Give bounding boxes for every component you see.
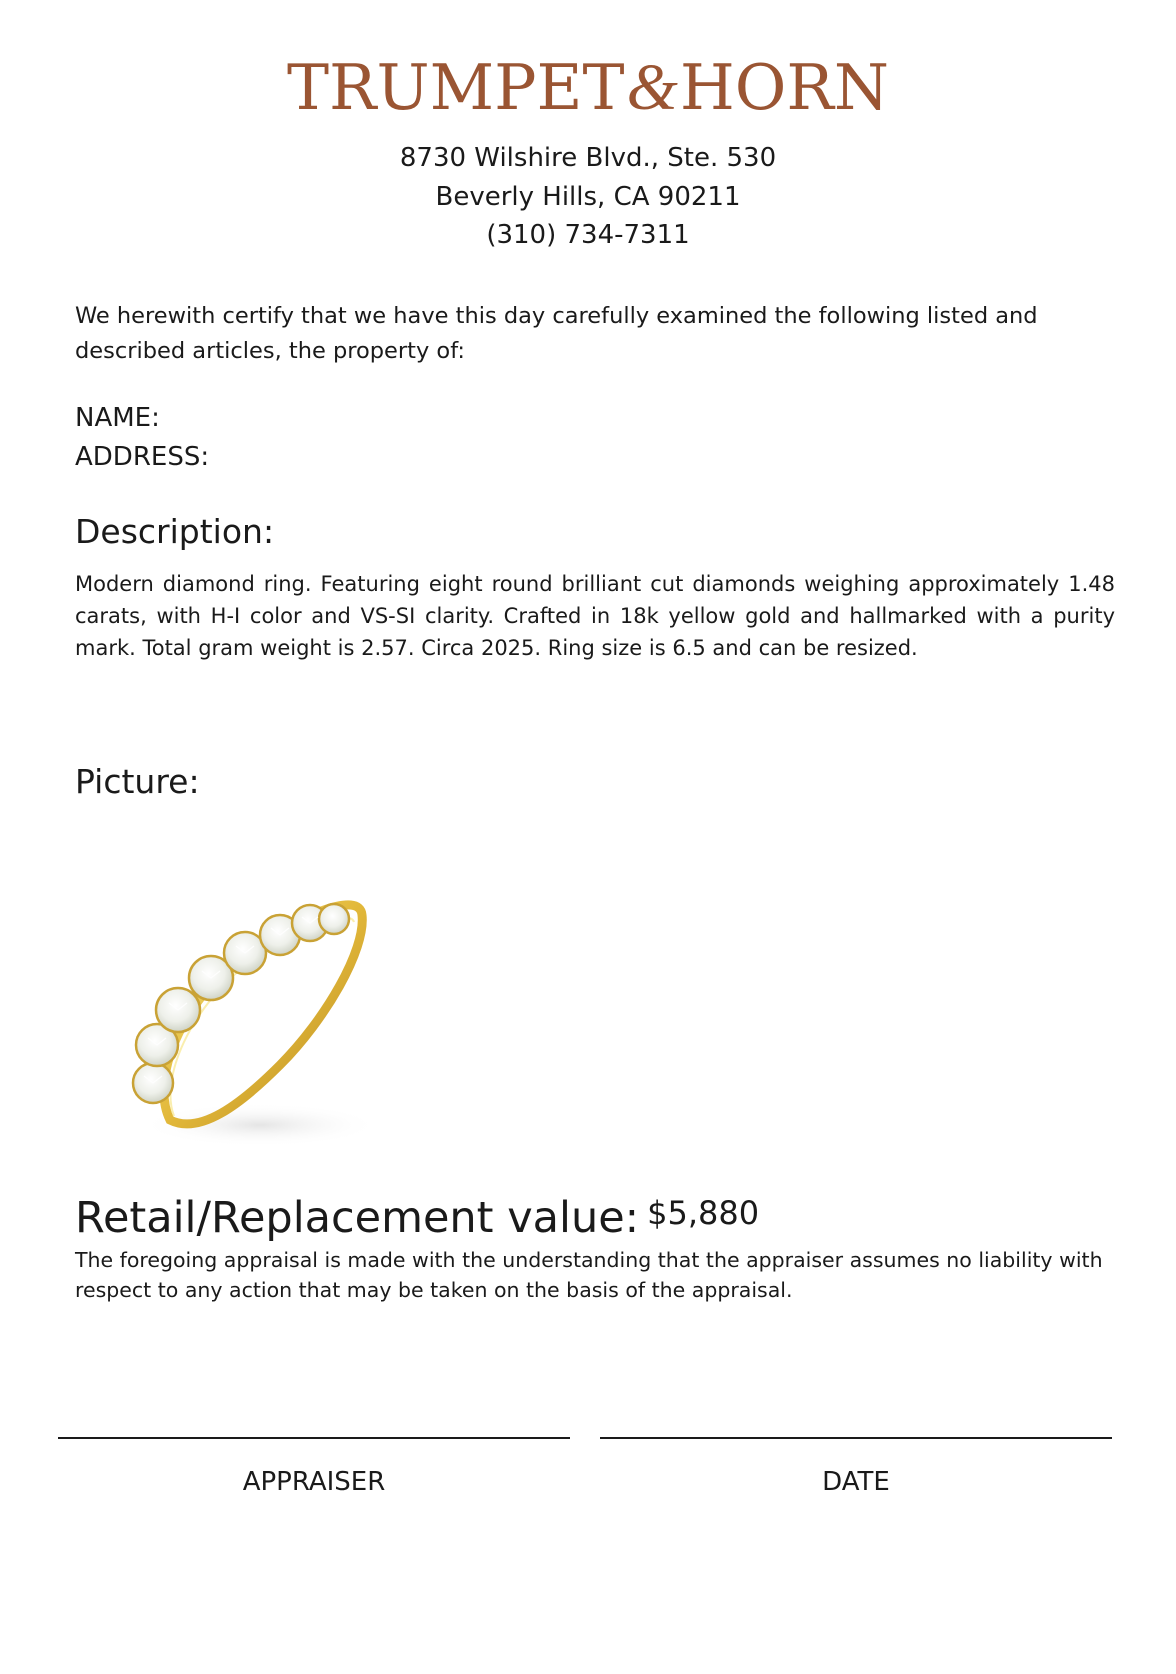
appraiser-label: APPRAISER: [242, 1467, 386, 1497]
date-signature-line: [600, 1437, 1112, 1439]
address-field-label: ADDRESS:: [75, 442, 210, 472]
name-field-label: NAME:: [75, 403, 160, 433]
retail-value: [75, 1192, 759, 1244]
brand-name-right: HORN: [679, 51, 889, 124]
brand-ampersand: &: [626, 51, 678, 124]
phone-number: (310) 734-7311: [486, 220, 690, 250]
appraiser-signature-line: [58, 1437, 570, 1439]
ring-photo: [110, 870, 390, 1160]
description-text: Modern diamond ring. Featuring eight round brilliant cut diamonds weighing approximately 1.48 carats, with H-I color and VS-SI clarity. Crafted in 18k yellow gold and hallmarked with a purity mark. Total gram weight is 2.57. Circa 2025. Ring size is 6.5 and can be resized.: [75, 572, 1115, 660]
address-line-1: 8730 Wilshire Blvd., Ste. 530: [399, 143, 777, 173]
retail-value-label: Retail/Replacement value:: [75, 1193, 640, 1243]
brand-name-left: TRUMPET: [287, 51, 625, 124]
retail-value-amount: $5,880: [647, 1194, 760, 1232]
certification-statement: We herewith certify that we have this day carefully examined the following listed and described articles, the property of:: [75, 303, 1038, 364]
liability-disclaimer: The foregoing appraisal is made with the understanding that the appraiser assumes no liability with respect to any action that may be taken on the basis of the appraisal.: [75, 1248, 1103, 1302]
picture-heading: Picture:: [75, 762, 200, 801]
brand-logo: [0, 52, 1176, 124]
description-heading: Description:: [75, 512, 275, 551]
address-line-2: Beverly Hills, CA 90211: [435, 182, 741, 212]
date-label: DATE: [822, 1467, 890, 1497]
